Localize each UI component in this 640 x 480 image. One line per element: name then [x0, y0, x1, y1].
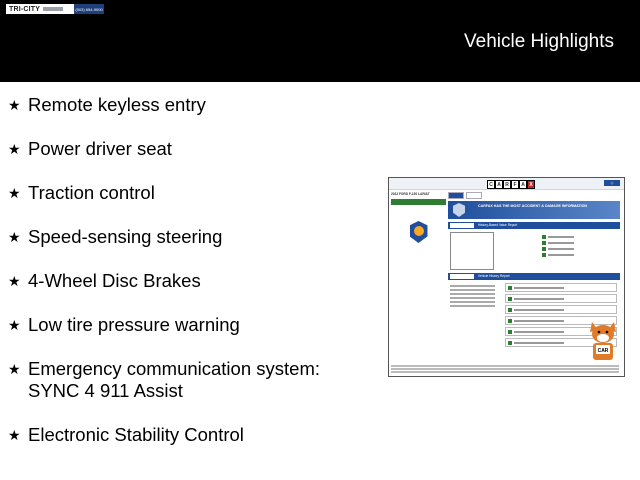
- feature-label: Power driver seat: [28, 138, 172, 159]
- feature-item: [8, 94, 378, 116]
- carfax-logo-letter: R: [503, 180, 511, 189]
- feature-label: Traction control: [28, 182, 155, 203]
- feature-item: [8, 314, 378, 336]
- carfax-history-section-title: Vehicle History Report: [478, 274, 510, 278]
- svg-text:CAR: CAR: [597, 348, 609, 354]
- carfax-logo-letter: A: [495, 180, 503, 189]
- carfax-footer: [391, 364, 619, 375]
- feature-label: Remote keyless entry: [28, 94, 206, 115]
- carfax-mini-logo: [450, 223, 474, 228]
- feature-item: [8, 358, 378, 402]
- feature-item: [8, 270, 378, 292]
- shield-icon: [453, 203, 465, 217]
- carfax-logo-letter: C: [487, 180, 495, 189]
- carfax-value-section-title: History-Based Value Report: [478, 223, 518, 227]
- dealer-brand: TRI-CITY: [9, 5, 41, 13]
- feature-label: 4-Wheel Disc Brakes: [28, 270, 201, 291]
- carfax-nav-active: [391, 199, 446, 205]
- carfax-banner: [448, 201, 620, 219]
- carfax-nav-item: [391, 212, 446, 217]
- feature-item: [8, 138, 378, 160]
- carfax-logo: [487, 180, 535, 189]
- carfax-history-section-header: [448, 273, 620, 280]
- feature-item: [8, 226, 378, 248]
- carfax-value-section-header: [448, 222, 620, 229]
- dealer-logo[interactable]: [6, 4, 104, 14]
- star-icon: ★: [8, 361, 21, 377]
- star-icon: ★: [8, 273, 21, 289]
- star-icon: ★: [8, 427, 21, 443]
- page-title: Vehicle Highlights: [464, 31, 614, 52]
- print-icon: ⎙: [604, 180, 620, 186]
- carfax-sidebar: [391, 192, 446, 246]
- star-icon: ★: [8, 97, 21, 113]
- carfax-logo-letter: A: [519, 180, 527, 189]
- carfax-badge-icon: [410, 221, 428, 243]
- carfax-vehicle-title: 2022 FORD F-150 LARIAT: [391, 192, 430, 196]
- feature-label: Speed-sensing steering: [28, 226, 223, 247]
- carfax-tabs: [448, 192, 620, 199]
- carfax-logo-letter: F: [511, 180, 519, 189]
- star-icon: ★: [8, 185, 21, 201]
- star-icon: ★: [8, 229, 21, 245]
- feature-label: Low tire pressure warning: [28, 314, 240, 335]
- feature-label: Emergency communication system: SYNC 4 911 Assist: [28, 358, 320, 401]
- dealer-phone: (503) 654-9000: [74, 4, 104, 14]
- carfax-logo-letter: X: [527, 180, 535, 189]
- carfax-value-box: [448, 232, 620, 270]
- star-icon: ★: [8, 141, 21, 157]
- feature-list: [8, 94, 378, 468]
- carfox-mascot-icon: [586, 318, 620, 362]
- carfax-banner-text: CARFAX HAS THE MOST ACCIDENT & DAMAGE INFORMATION: [478, 204, 588, 208]
- dealer-logo-divider: [43, 7, 63, 11]
- star-icon: ★: [8, 317, 21, 333]
- carfax-report-thumbnail[interactable]: [388, 177, 625, 377]
- carfax-topbar: [389, 178, 624, 190]
- header-bar: [0, 0, 640, 82]
- carfax-value-graph: [450, 232, 494, 270]
- feature-label: Electronic Stability Control: [28, 424, 244, 445]
- carfax-events-list: [542, 234, 574, 270]
- feature-item: [8, 182, 378, 204]
- feature-item: [8, 424, 378, 446]
- carfax-mini-logo: [450, 274, 474, 279]
